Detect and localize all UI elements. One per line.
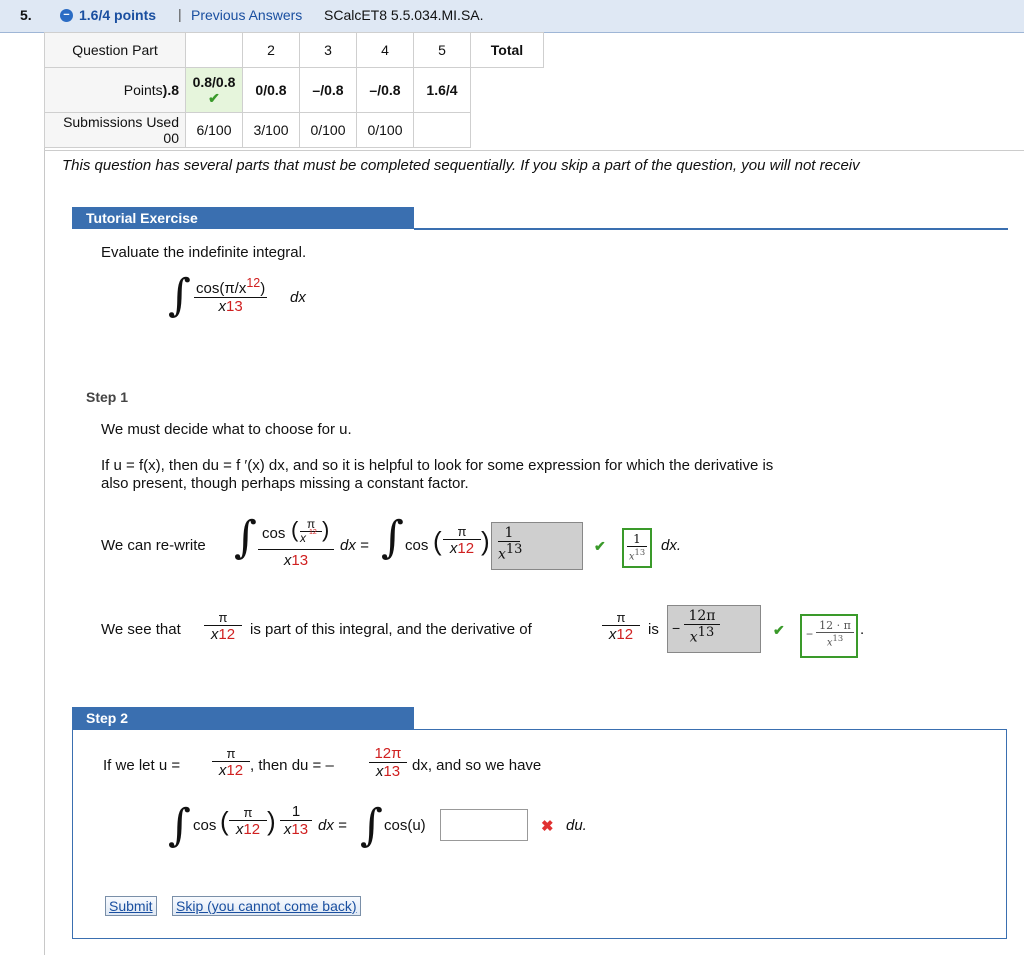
x-den: x bbox=[283, 821, 292, 838]
exp12: 12 bbox=[616, 626, 634, 643]
pi-num: π bbox=[229, 805, 267, 821]
submissions-cell bbox=[414, 113, 471, 148]
part-cell bbox=[186, 33, 243, 68]
rewrite-numerator bbox=[258, 517, 334, 550]
period: . bbox=[860, 621, 865, 638]
integrand-numerator bbox=[194, 276, 267, 298]
step2-answer-input[interactable] bbox=[440, 809, 528, 841]
tutorial-header: Tutorial Exercise bbox=[72, 207, 414, 229]
sequential-notice: This question has several parts that must be completed sequentially. If you skip a part of the question, you will not receiv bbox=[62, 157, 860, 174]
integral-sign: ∫ bbox=[168, 800, 191, 851]
integral-sign: ∫ bbox=[360, 800, 383, 851]
exp13: 13 bbox=[291, 552, 309, 569]
pi-over-x12 bbox=[229, 805, 267, 838]
answer1-exp: 13 bbox=[505, 542, 523, 557]
answer2-num: 12π bbox=[684, 608, 720, 625]
total-points: 1.6/4 bbox=[414, 68, 471, 113]
twelve-pi: 12π bbox=[374, 745, 402, 762]
exp13: 13 bbox=[291, 821, 309, 838]
pi-over-x12 bbox=[212, 746, 250, 779]
row-label-submissions bbox=[45, 113, 186, 148]
minus-sign: − bbox=[806, 627, 814, 641]
step1-line2a: If u = f(x), then du = f ′(x) dx, and so it is helpful to look for some expression for which the derivative is bbox=[101, 457, 774, 474]
paren-close: ) bbox=[267, 806, 276, 836]
correct-answer2-box bbox=[800, 614, 858, 658]
table-row bbox=[45, 68, 544, 113]
tutorial-prompt: Evaluate the indefinite integral. bbox=[101, 244, 307, 261]
table-row bbox=[45, 113, 544, 148]
correct2-num: 12 · π bbox=[816, 619, 854, 633]
denominator-exponent: 13 bbox=[226, 298, 243, 315]
correct2-den: x bbox=[826, 637, 833, 649]
integral-dx: dx bbox=[290, 289, 306, 306]
correct1-exp: 13 bbox=[634, 547, 646, 557]
points-label: Points bbox=[123, 82, 163, 98]
x-den: x bbox=[218, 762, 227, 779]
question-code: SCalcET8 5.5.034.MI.SA. bbox=[324, 7, 484, 23]
header-separator: | bbox=[178, 6, 182, 22]
is-text: is bbox=[648, 621, 659, 638]
part-cell: 4 bbox=[357, 33, 414, 68]
cos-u-text: cos(u) bbox=[384, 817, 426, 834]
rewrite-denominator bbox=[258, 550, 334, 569]
paren-open: ( bbox=[433, 526, 442, 556]
paren-open: ( bbox=[220, 806, 229, 836]
check-icon: ✔ bbox=[773, 622, 785, 638]
answer1-den: x bbox=[498, 546, 506, 563]
then-du-text: , then du = – bbox=[250, 757, 334, 774]
answer1-num: 1 bbox=[498, 525, 520, 542]
x-den: x bbox=[283, 552, 292, 569]
pi-num: π bbox=[204, 610, 242, 626]
submissions-cell: 0/100 bbox=[300, 113, 357, 148]
one-num: 1 bbox=[280, 803, 312, 821]
points-link[interactable]: 1.6/4 points bbox=[79, 7, 157, 23]
tutorial-rule bbox=[414, 228, 1008, 230]
answer2-den: x bbox=[689, 629, 698, 646]
numerator-close: ) bbox=[260, 280, 266, 297]
numerator-text: cos(π/x bbox=[196, 280, 247, 297]
integral-sign: ∫ bbox=[381, 512, 404, 563]
check-icon: ✔ bbox=[594, 538, 606, 554]
submissions-cell: 6/100 bbox=[186, 113, 243, 148]
points-cell: 0.8/0.8 bbox=[192, 73, 236, 90]
du-text: du. bbox=[566, 817, 587, 834]
part-cell: 3 bbox=[300, 33, 357, 68]
pi-num: π bbox=[602, 610, 640, 626]
previous-answers-link[interactable]: Previous Answers bbox=[191, 7, 303, 23]
dx-eq: dx = bbox=[318, 817, 347, 834]
pi-over-x12 bbox=[443, 524, 481, 557]
row-label-question-part: Question Part bbox=[45, 33, 186, 68]
x-den: x bbox=[210, 626, 219, 643]
answer1-fraction bbox=[498, 525, 523, 563]
cos-text: cos bbox=[193, 817, 217, 834]
integrand-denominator bbox=[194, 298, 267, 315]
pi-over-x12 bbox=[204, 610, 242, 643]
integrand-fraction bbox=[194, 276, 267, 315]
correct-answer1 bbox=[624, 530, 650, 562]
table-row bbox=[45, 33, 544, 68]
part-cell: 2 bbox=[243, 33, 300, 68]
x-den: x bbox=[235, 821, 244, 838]
answer2-field[interactable] bbox=[667, 605, 761, 653]
answer2-exp: 13 bbox=[697, 625, 715, 640]
step1-label: Step 1 bbox=[86, 389, 129, 405]
exp12: 12 bbox=[309, 529, 317, 536]
correct-answer1-box bbox=[622, 528, 652, 568]
submit-button[interactable]: Submit bbox=[105, 896, 157, 916]
step2-header: Step 2 bbox=[72, 707, 414, 729]
scores-table bbox=[44, 32, 544, 148]
rewrite-fraction bbox=[258, 517, 334, 569]
paren-close: ) bbox=[322, 517, 330, 542]
rewrite-dx-eq: dx = bbox=[340, 537, 369, 554]
correct-answer2 bbox=[816, 619, 854, 648]
points-cell: ).8 bbox=[162, 82, 179, 98]
x-den: x bbox=[300, 531, 306, 545]
pi-num: π bbox=[443, 524, 481, 540]
cos-text: cos bbox=[405, 537, 429, 554]
part-of-text: is part of this integral, and the derivative of bbox=[250, 621, 532, 638]
correct1-den: x bbox=[628, 551, 635, 563]
submissions-cell: 3/100 bbox=[243, 113, 300, 148]
answer1-field[interactable] bbox=[491, 522, 583, 570]
x-den: x bbox=[375, 763, 384, 780]
points-cell: –/0.8 bbox=[357, 68, 414, 113]
points-cell: –/0.8 bbox=[300, 68, 357, 113]
integral-expression bbox=[168, 270, 191, 321]
cross-icon: ✖ bbox=[541, 818, 554, 835]
points-cell-correct bbox=[186, 68, 243, 113]
exp12: 12 bbox=[226, 762, 244, 779]
exp12: 12 bbox=[457, 540, 475, 557]
left-divider bbox=[44, 32, 45, 955]
step1-line1: We must decide what to choose for u. bbox=[101, 421, 352, 438]
row-label-points bbox=[45, 68, 186, 113]
correct2-exp: 13 bbox=[832, 633, 844, 643]
minus-circle-icon[interactable]: − bbox=[60, 9, 73, 22]
skip-button[interactable]: Skip (you cannot come back) bbox=[172, 896, 361, 916]
pi-num: π bbox=[300, 517, 322, 532]
dx-end: dx. bbox=[661, 537, 682, 554]
if-let-text: If we let u = bbox=[103, 757, 181, 774]
submissions-cell: 0/100 bbox=[357, 113, 414, 148]
check-icon: ✔ bbox=[208, 89, 220, 106]
twelve-pi-fraction bbox=[369, 745, 407, 780]
see-label: We see that bbox=[101, 621, 181, 638]
dx-so-text: dx, and so we have bbox=[412, 757, 542, 774]
exp12: 12 bbox=[243, 821, 261, 838]
minus-sign: − bbox=[672, 620, 681, 636]
answer2-fraction bbox=[684, 608, 720, 646]
paren-open: ( bbox=[291, 517, 299, 542]
step1-line2b: also present, though perhaps missing a constant factor. bbox=[101, 475, 469, 492]
part-cell: 5 bbox=[414, 33, 471, 68]
numerator-exponent: 12 bbox=[246, 276, 261, 290]
denominator-var: x bbox=[218, 298, 227, 315]
points-cell: 0/0.8 bbox=[243, 68, 300, 113]
submissions-label: Submissions Used bbox=[63, 114, 179, 130]
question-number: 5. bbox=[20, 7, 32, 23]
integral-sign: ∫ bbox=[234, 512, 257, 563]
one-over-x13 bbox=[280, 803, 312, 838]
exp13: 13 bbox=[383, 763, 401, 780]
cos-text: cos bbox=[262, 525, 286, 542]
submissions-cell: 00 bbox=[163, 130, 179, 146]
pi-over-x12 bbox=[602, 610, 640, 643]
total-header: Total bbox=[471, 33, 544, 68]
exp12: 12 bbox=[218, 626, 236, 643]
x-den: x bbox=[449, 540, 458, 557]
x-den: x bbox=[608, 626, 617, 643]
correct1-num: 1 bbox=[627, 532, 647, 547]
integral-sign: ∫ bbox=[168, 270, 191, 321]
divider bbox=[44, 150, 1024, 151]
rewrite-label: We can re-write bbox=[101, 537, 206, 554]
pi-num: π bbox=[212, 746, 250, 762]
paren-close: ) bbox=[481, 526, 490, 556]
